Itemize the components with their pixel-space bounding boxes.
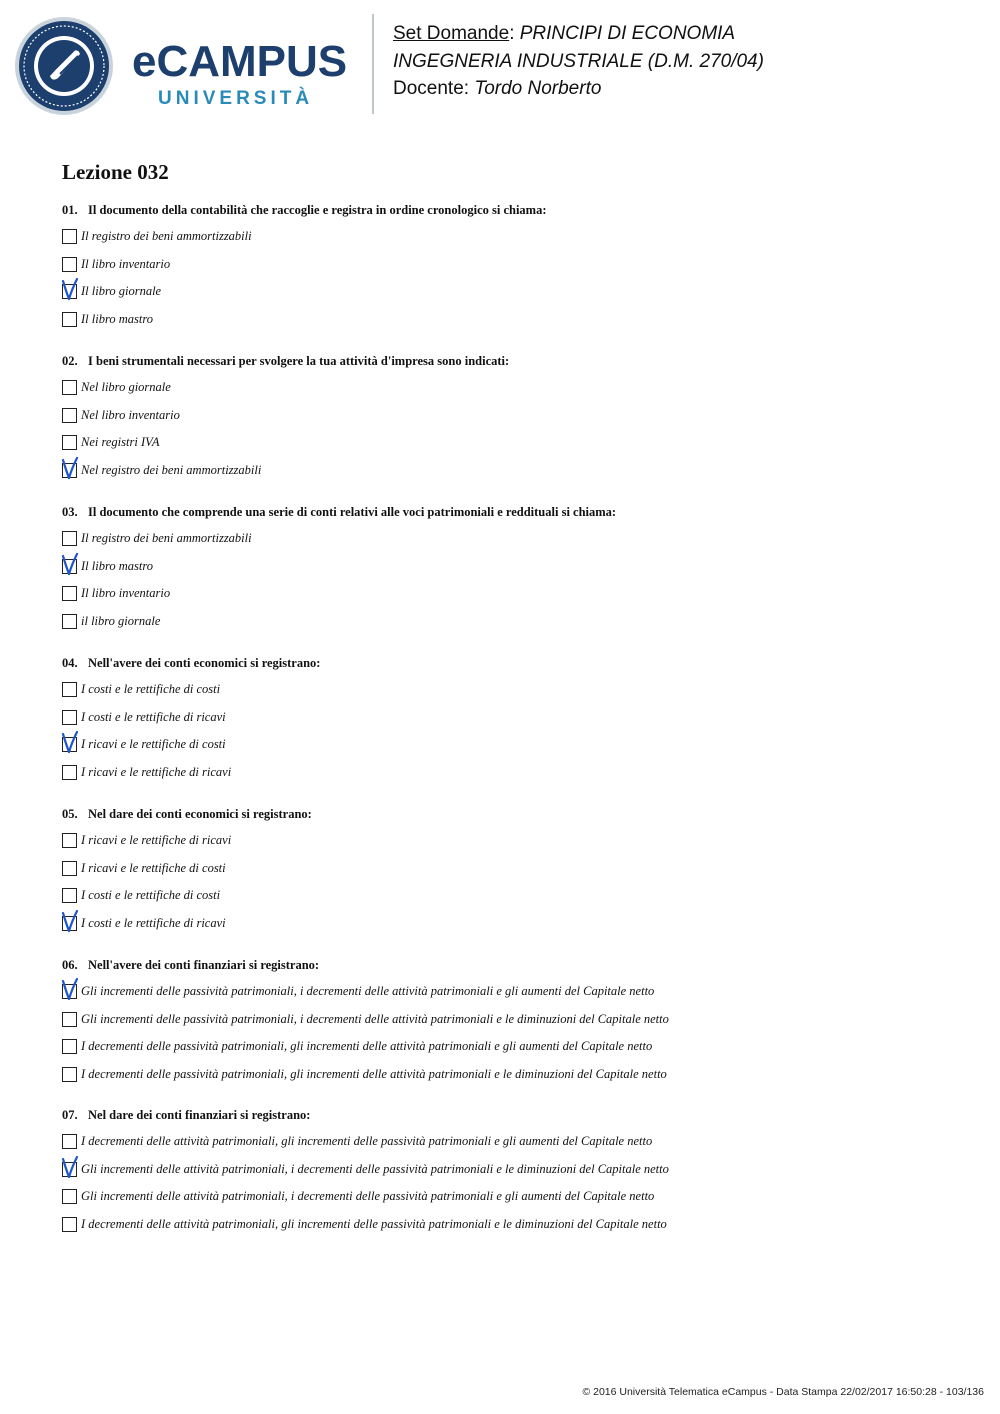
docente-label: Docente: bbox=[393, 78, 475, 99]
answer-label: I costi e le rettifiche di costi bbox=[81, 682, 221, 696]
answer-label: Gli incrementi delle passività patrimoniali, i decrementi delle attività patrimoniali e le diminuzioni del Capitale netto bbox=[81, 1011, 669, 1026]
answer-label: I costi e le rettifiche di ricavi bbox=[81, 709, 226, 724]
answer-option[interactable] bbox=[62, 764, 962, 792]
answer-checkbox[interactable] bbox=[62, 586, 77, 601]
question-number: 03. bbox=[62, 505, 78, 519]
answer-checkbox[interactable] bbox=[62, 1134, 77, 1149]
answer-label: I decrementi delle attività patrimoniali, gli incrementi delle passività patrimoniali e gli aumenti del Capitale netto bbox=[81, 1134, 653, 1148]
question-block bbox=[62, 504, 962, 641]
answer-option[interactable] bbox=[62, 983, 962, 1011]
answer-checkbox[interactable] bbox=[62, 614, 77, 629]
logo-wordmark: eCAMPUS bbox=[132, 37, 348, 86]
answer-option[interactable] bbox=[62, 736, 962, 764]
question-label: Nell'avere dei conti economici si registrano: bbox=[88, 656, 321, 670]
answer-checkbox[interactable] bbox=[62, 435, 77, 450]
answer-option[interactable] bbox=[62, 832, 962, 860]
answer-checkbox[interactable] bbox=[62, 984, 77, 999]
answer-label: I ricavi e le rettifiche di ricavi bbox=[81, 833, 232, 847]
answer-checkbox[interactable] bbox=[62, 312, 77, 327]
answer-option[interactable] bbox=[62, 1161, 962, 1189]
set-label: Set Domande bbox=[393, 23, 510, 44]
answer-label: Il registro dei beni ammortizzabili bbox=[81, 531, 252, 545]
university-seal-logo bbox=[14, 16, 114, 116]
answer-checkbox[interactable] bbox=[62, 833, 77, 848]
answer-option[interactable] bbox=[62, 613, 962, 641]
answer-option[interactable] bbox=[62, 228, 962, 256]
answer-label: Nel libro giornale bbox=[81, 380, 171, 394]
answer-option[interactable] bbox=[62, 681, 962, 709]
question-text bbox=[62, 202, 962, 228]
answer-checkbox[interactable] bbox=[62, 916, 77, 931]
answer-option[interactable] bbox=[62, 709, 962, 737]
question-block bbox=[62, 806, 962, 943]
page-footer: © 2016 Università Telematica eCampus - Data Stampa 22/02/2017 16:50:28 - 103/136 bbox=[582, 1386, 984, 1398]
question-text bbox=[62, 655, 962, 681]
answer-checkbox[interactable] bbox=[62, 888, 77, 903]
answer-label: il libro giornale bbox=[81, 614, 161, 629]
answer-option[interactable] bbox=[62, 887, 962, 915]
answer-option[interactable] bbox=[62, 860, 962, 888]
answer-label: Il registro dei beni ammortizzabili bbox=[81, 229, 252, 243]
logo-subtitle: UNIVERSITÀ bbox=[158, 88, 314, 109]
question-text bbox=[62, 957, 962, 983]
question-block bbox=[62, 957, 962, 1094]
question-text bbox=[62, 806, 962, 832]
answer-option[interactable] bbox=[62, 915, 962, 943]
answer-checkbox[interactable] bbox=[62, 463, 77, 478]
answer-label: I decrementi delle attività patrimoniali, gli incrementi delle passività patrimoniali e le diminuzioni del Capitale netto bbox=[81, 1217, 667, 1232]
answer-label: I costi e le rettifiche di costi bbox=[81, 888, 221, 903]
answer-option[interactable] bbox=[62, 311, 962, 339]
answer-label: I decrementi delle passività patrimoniali, gli incrementi delle attività patrimoniali e le diminuzioni del Capitale netto bbox=[81, 1067, 667, 1082]
question-number: 07. bbox=[62, 1108, 78, 1122]
answer-checkbox[interactable] bbox=[62, 1162, 77, 1177]
answer-checkbox[interactable] bbox=[62, 710, 77, 725]
header-divider bbox=[372, 14, 374, 114]
answer-label: Il libro mastro bbox=[81, 312, 153, 327]
answer-label: I ricavi e le rettifiche di costi bbox=[81, 737, 226, 752]
answer-checkbox[interactable] bbox=[62, 737, 77, 752]
question-label: Il documento della contabilità che raccoglie e registra in ordine cronologico si chiama: bbox=[88, 203, 547, 217]
answer-option[interactable] bbox=[62, 256, 962, 284]
question-label: I beni strumentali necessari per svolgere la tua attività d'impresa sono indicati: bbox=[88, 354, 510, 368]
course-info bbox=[393, 20, 764, 103]
question-block bbox=[62, 655, 962, 792]
answer-option[interactable] bbox=[62, 1133, 962, 1161]
answer-label: Il libro inventario bbox=[81, 586, 171, 601]
lesson-title: Lezione 032 bbox=[62, 160, 169, 184]
answer-checkbox[interactable] bbox=[62, 408, 77, 423]
answer-option[interactable] bbox=[62, 1011, 962, 1039]
answer-option[interactable] bbox=[62, 1188, 962, 1216]
answer-option[interactable] bbox=[62, 379, 962, 407]
answer-label: I ricavi e le rettifiche di ricavi bbox=[81, 765, 232, 780]
answer-option[interactable] bbox=[62, 407, 962, 435]
answer-checkbox[interactable] bbox=[62, 1012, 77, 1027]
answer-label: Nel registro dei beni ammortizzabili bbox=[81, 463, 262, 478]
docente-name: Tordo Norberto bbox=[474, 78, 602, 99]
question-number: 04. bbox=[62, 656, 78, 670]
answer-label: Il libro inventario bbox=[81, 256, 171, 271]
question-number: 05. bbox=[62, 807, 78, 821]
answer-label: I decrementi delle passività patrimoniali, gli incrementi delle attività patrimoniali e gli aumenti del Capitale netto bbox=[81, 1039, 653, 1054]
answer-option[interactable] bbox=[62, 283, 962, 311]
answer-checkbox[interactable] bbox=[62, 765, 77, 780]
answer-label: I costi e le rettifiche di ricavi bbox=[81, 916, 226, 931]
question-label: Nel dare dei conti finanziari si registrano: bbox=[88, 1108, 311, 1122]
question-text bbox=[62, 1107, 962, 1133]
question-text bbox=[62, 504, 962, 530]
answer-checkbox[interactable] bbox=[62, 257, 77, 272]
answer-label: Nel libro inventario bbox=[81, 407, 180, 422]
answer-checkbox[interactable] bbox=[62, 559, 77, 574]
question-block bbox=[62, 353, 962, 490]
answer-checkbox[interactable] bbox=[62, 1039, 77, 1054]
answer-checkbox[interactable] bbox=[62, 1217, 77, 1232]
answer-checkbox[interactable] bbox=[62, 861, 77, 876]
course-title-line1: PRINCIPI DI ECONOMIA bbox=[519, 23, 736, 44]
question-label: Nell'avere dei conti finanziari si registrano: bbox=[88, 958, 320, 972]
answer-option[interactable] bbox=[62, 558, 962, 586]
question-block bbox=[62, 202, 962, 339]
answer-label: Gli incrementi delle passività patrimoniali, i decrementi delle attività patrimoniali e gli aumenti del Capitale netto bbox=[81, 984, 655, 998]
question-block bbox=[62, 1107, 962, 1244]
answer-option[interactable] bbox=[62, 434, 962, 462]
answer-label: Il libro giornale bbox=[81, 284, 162, 299]
question-text bbox=[62, 353, 962, 379]
answer-checkbox[interactable] bbox=[62, 682, 77, 697]
answer-checkbox[interactable] bbox=[62, 380, 77, 395]
answer-label: Nei registri IVA bbox=[81, 435, 160, 450]
answer-checkbox[interactable] bbox=[62, 1067, 77, 1082]
question-number: 01. bbox=[62, 203, 78, 217]
answer-label: I ricavi e le rettifiche di costi bbox=[81, 860, 226, 875]
answer-checkbox[interactable] bbox=[62, 229, 77, 244]
page-header bbox=[0, 0, 1000, 130]
answer-checkbox[interactable] bbox=[62, 531, 77, 546]
answer-checkbox[interactable] bbox=[62, 1189, 77, 1204]
answer-option[interactable] bbox=[62, 462, 962, 490]
question-number: 02. bbox=[62, 354, 78, 368]
answer-option[interactable] bbox=[62, 530, 962, 558]
question-number: 06. bbox=[62, 958, 78, 972]
course-title-line2: INGEGNERIA INDUSTRIALE (D.M. 270/04) bbox=[393, 50, 764, 72]
set-colon: : bbox=[509, 23, 520, 44]
answer-option[interactable] bbox=[62, 1066, 962, 1094]
answer-option[interactable] bbox=[62, 1038, 962, 1066]
answer-checkbox[interactable] bbox=[62, 284, 77, 299]
answer-option[interactable] bbox=[62, 585, 962, 613]
answer-label: Gli incrementi delle attività patrimoniali, i decrementi delle passività patrimoniali e gli aumenti del Capitale netto bbox=[81, 1189, 655, 1204]
question-label: Il documento che comprende una serie di conti relativi alle voci patrimoniali e reddituali si chiama: bbox=[88, 505, 617, 519]
answer-label: Il libro mastro bbox=[81, 558, 153, 573]
question-label: Nel dare dei conti economici si registrano: bbox=[88, 807, 312, 821]
answer-label: Gli incrementi delle attività patrimoniali, i decrementi delle passività patrimoniali e le diminuzioni del Capitale netto bbox=[81, 1161, 669, 1176]
answer-option[interactable] bbox=[62, 1216, 962, 1244]
